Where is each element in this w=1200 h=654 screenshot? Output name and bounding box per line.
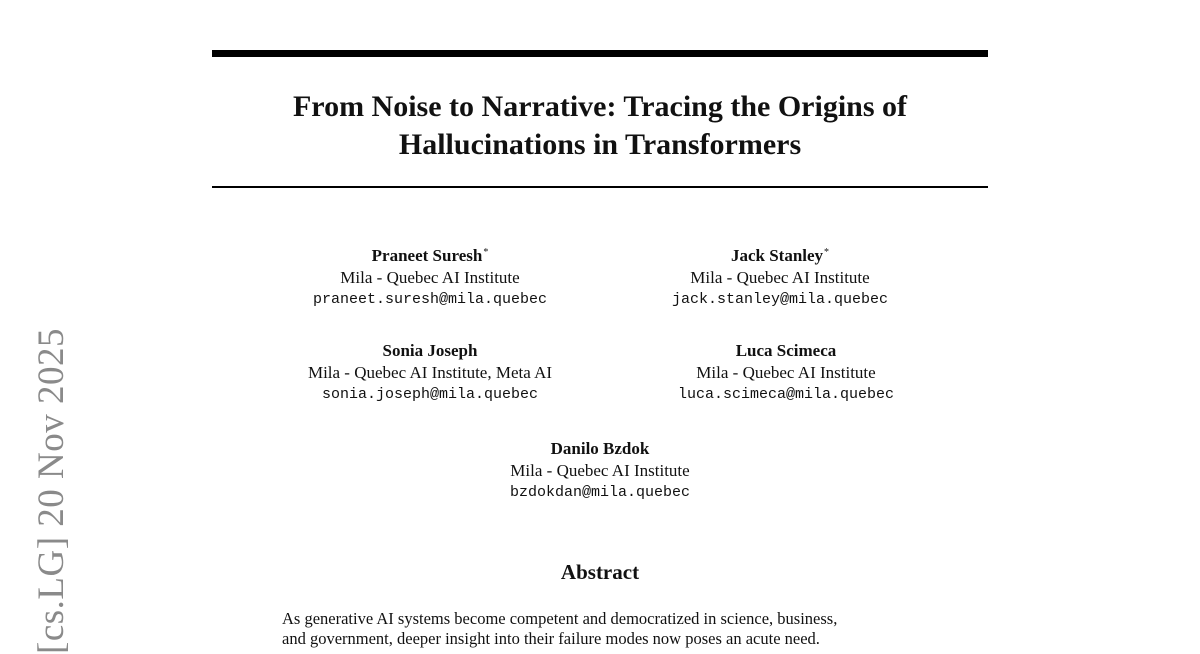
equal-contribution-mark: *: [824, 247, 830, 258]
author-email: praneet.suresh@mila.quebec: [312, 291, 548, 308]
author-block: [230, 340, 630, 406]
author-email: sonia.joseph@mila.quebec: [321, 386, 539, 403]
author-affiliation: Mila - Quebec AI Institute: [690, 268, 870, 287]
author-email: luca.scimeca@mila.quebec: [677, 386, 895, 403]
author-name: Praneet Suresh*: [371, 246, 489, 265]
title-bottom-rule: [212, 186, 988, 188]
author-name: Sonia Joseph: [382, 341, 478, 360]
author-email: jack.stanley@mila.quebec: [671, 291, 889, 308]
author-name: Danilo Bzdok: [550, 439, 650, 458]
author-affiliation: Mila - Quebec AI Institute: [696, 363, 876, 382]
arxiv-side-stamp: [cs.LG] 20 Nov 2025: [31, 327, 72, 654]
author-name: Luca Scimeca: [735, 341, 837, 360]
title-top-rule: [212, 50, 988, 57]
abstract-body: [282, 609, 922, 649]
author-affiliation: Mila - Quebec AI Institute, Meta AI: [307, 363, 553, 382]
abstract-line: As generative AI systems become competent and democratized in science, business,: [282, 609, 838, 628]
author-block: [230, 242, 630, 311]
equal-contribution-mark: *: [483, 247, 489, 258]
author-name: Jack Stanley*: [730, 246, 830, 265]
abstract-heading: Abstract: [560, 560, 640, 584]
author-block: [586, 340, 986, 406]
author-email: bzdokdan@mila.quebec: [509, 484, 691, 501]
title-line: From Noise to Narrative: Tracing the Origins of: [292, 90, 908, 123]
author-affiliation: Mila - Quebec AI Institute: [340, 268, 520, 287]
title-line: Hallucinations in Transformers: [398, 128, 802, 161]
abstract-line: and government, deeper insight into their failure modes now poses an acute need.: [282, 629, 820, 648]
author-block: [580, 242, 980, 311]
paper-title: [212, 88, 988, 164]
author-affiliation: Mila - Quebec AI Institute: [510, 461, 690, 480]
author-block: [400, 438, 800, 504]
